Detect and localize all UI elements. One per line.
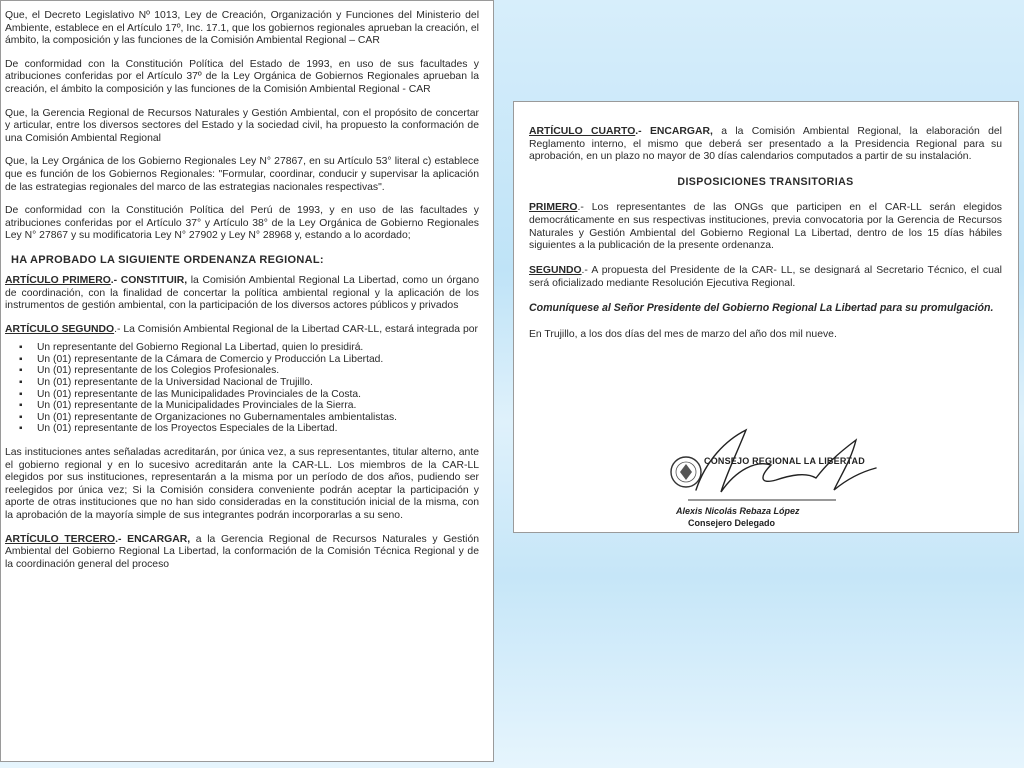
article-second-text: .- La Comisión Ambiental Regional de la Libertad CAR-LL, estará integrada por xyxy=(114,323,478,335)
provision-second xyxy=(529,265,1002,290)
document-page-left xyxy=(0,0,494,762)
document-page-right xyxy=(513,101,1019,533)
article-first-text: la Comisión Ambiental Regional La Libertad, como un órgano de coordinación, con la finalidad de concertar la política ambiental regional y la aplicación de los instrumentos de gestión ambiental, con la participación de los diversos actores públicos y privados xyxy=(5,274,479,312)
whereas-paragraph-3: Que, la Gerencia Regional de Recursos Naturales y Gestión Ambiental, con el propósito de concertar y articular, entre los diversos sectores del Estado y la sociedad civil, ha propuesto la conformación de una Comisión Ambiental Regional xyxy=(5,107,479,144)
stamp-label: CONSEJO REGIONAL LA LIBERTAD xyxy=(704,456,865,466)
ordinance-heading: HA APROBADO LA SIGUIENTE ORDENANZA REGIONAL: xyxy=(11,253,324,266)
list-item: ▪ Un representante del Gobierno Regional La Libertad, quien lo presidirá. xyxy=(19,342,479,354)
whereas-paragraph-1: Que, el Decreto Legislativo Nº 1013, Ley de Creación, Organización y Funciones del Ministerio del Ambiente, establece en el Artículo 17º, Inc. 17.1, que los gobiernos regionales aprueban la creación, el ámbito, la composición y las funciones de la Comisión Ambiental Regional – CAR xyxy=(5,10,479,47)
institutions-paragraph: Las instituciones antes señaladas acreditarán, por única vez, a sus representantes, titular alterno, ante el gobierno regional y en lo sucesivo acreditarán ante la CAR-LL. Los miembros de la CAR-LL elegidos por sus instituciones, representarán a la misma por un período de dos años, pudiendo ser reelegidos por única vez; Si la Comisión considera conveniente podrán aceptar la participación y aporte de otras instituciones que no han sido consideradas en la constitución inicial de la misma, con la aprobación de la mayoría simple de sus integrantes podrán incorporarlas a su seno. xyxy=(5,447,479,521)
list-item: ▪ Un (01) representante de la Cámara de Comercio y Producción La Libertad. xyxy=(19,354,479,366)
article-fourth-action: .- ENCARGAR, xyxy=(635,126,713,137)
article-third-label: ARTÍCULO TERCERO xyxy=(5,533,116,545)
article-third-action: .- ENCARGAR, xyxy=(115,533,191,545)
article-fourth-text: a la Comisión Ambiental Regional, la elaboración del Reglamento interno, el mismo que deberá ser presentado a la Presidencia Regional para su aprobación, en un plazo no mayor de 30 días calendarios computados a partir de su instalación. xyxy=(529,126,1002,163)
article-second xyxy=(5,324,479,337)
provision-first-text: .- Los representantes de las ONGs que participen en el CAR-LL serán elegidos democráticamente en sus respectivas instituciones, previa convocatoria por la Gerencia de Recursos Naturales y Gestión Ambiental del Gobierno Regional La Libertad, dentro de los 15 días hábiles siguientes a la publicación de la presente ordenanza. xyxy=(529,202,1002,252)
whereas-paragraph-4: Que, la Ley Orgánica de los Gobierno Regionales Ley N° 27867, en su Artículo 53° literal c) establece que es función de los Gobiernos Regionales: "Formular, coordinar, conducir y supervisar la aplicación de las estrategias regionales del marco de las estrategias nacionales respectivas". xyxy=(5,156,479,193)
representatives-list xyxy=(19,342,479,435)
provision-first-label: PRIMERO xyxy=(529,202,578,214)
provision-first xyxy=(529,202,1002,253)
provision-second-text: .- A propuesta del Presidente de la CAR- LL, se designará al Secretario Técnico, el cual será oficializado mediante Resolución Ejecutiva Regional. xyxy=(529,264,1002,289)
signature-block xyxy=(666,420,896,530)
whereas-paragraph-5: De conformidad con la Constitución Política del Perú de 1993, y en uso de las facultades y atribuciones conferidas por el Artículo 37° y Artículo 38° de la Ley Orgánica de Gobierno Regionales Ley N° 27867 y su modificatoria Ley N° 27902 y Ley N° 28968 y, estando a lo acordado; xyxy=(5,205,479,242)
article-fourth-label: ARTÍCULO CUARTO xyxy=(529,126,636,137)
signer-name: Alexis Nicolás Rebaza López xyxy=(676,506,800,516)
provision-second-label: SEGUNDO xyxy=(529,264,582,276)
communication-line: Comuníquese al Señor Presidente del Gobierno Regional La Libertad para su promulgación. xyxy=(529,302,994,315)
article-first-action: .- CONSTITUIR, xyxy=(110,274,188,286)
article-first xyxy=(5,275,479,313)
list-item: ▪ Un (01) representante de los Colegios Profesionales. xyxy=(19,365,479,377)
article-first-label: ARTÍCULO PRIMERO xyxy=(5,274,111,286)
list-item: ▪ Un (01) representante de la Universidad Nacional de Trujillo. xyxy=(19,377,479,389)
transitory-provisions-heading: DISPOSICIONES TRANSITORIAS xyxy=(677,176,854,189)
article-second-label: ARTÍCULO SEGUNDO xyxy=(5,323,115,335)
list-item: ▪ Un (01) representante de Organizaciones no Gubernamentales ambientalistas. xyxy=(19,412,479,424)
whereas-paragraph-2: De conformidad con la Constitución Política del Estado de 1993, en uso de sus facultades y atribuciones conferidas por el Artículo 37º de la Ley Orgánica de Gobiernos Regionales aprueban la creación, el ámbito la composición y las funciones de la Comisión Ambiental Regional - CAR xyxy=(5,58,479,95)
list-item: ▪ Un (01) representante de los Proyectos Especiales de la Libertad. xyxy=(19,423,479,435)
closing-date-line: En Trujillo, a los dos días del mes de marzo del año dos mil nueve. xyxy=(529,329,837,341)
article-fourth xyxy=(529,126,1002,164)
list-item: ▪ Un (01) representante de las Municipalidades Provinciales de la Costa. xyxy=(19,389,479,401)
list-item: ▪ Un (01) representante de la Municipalidades Provinciales de la Sierra. xyxy=(19,400,479,412)
article-third-text: a la Gerencia Regional de Recursos Naturales y Gestión Ambiental del Gobierno Regional La Libertad, la conformación de la Comisión Técnica Regional y de la coordinación general del proceso xyxy=(5,533,480,570)
article-third xyxy=(5,534,479,572)
signer-title: Consejero Delegado xyxy=(688,518,776,528)
